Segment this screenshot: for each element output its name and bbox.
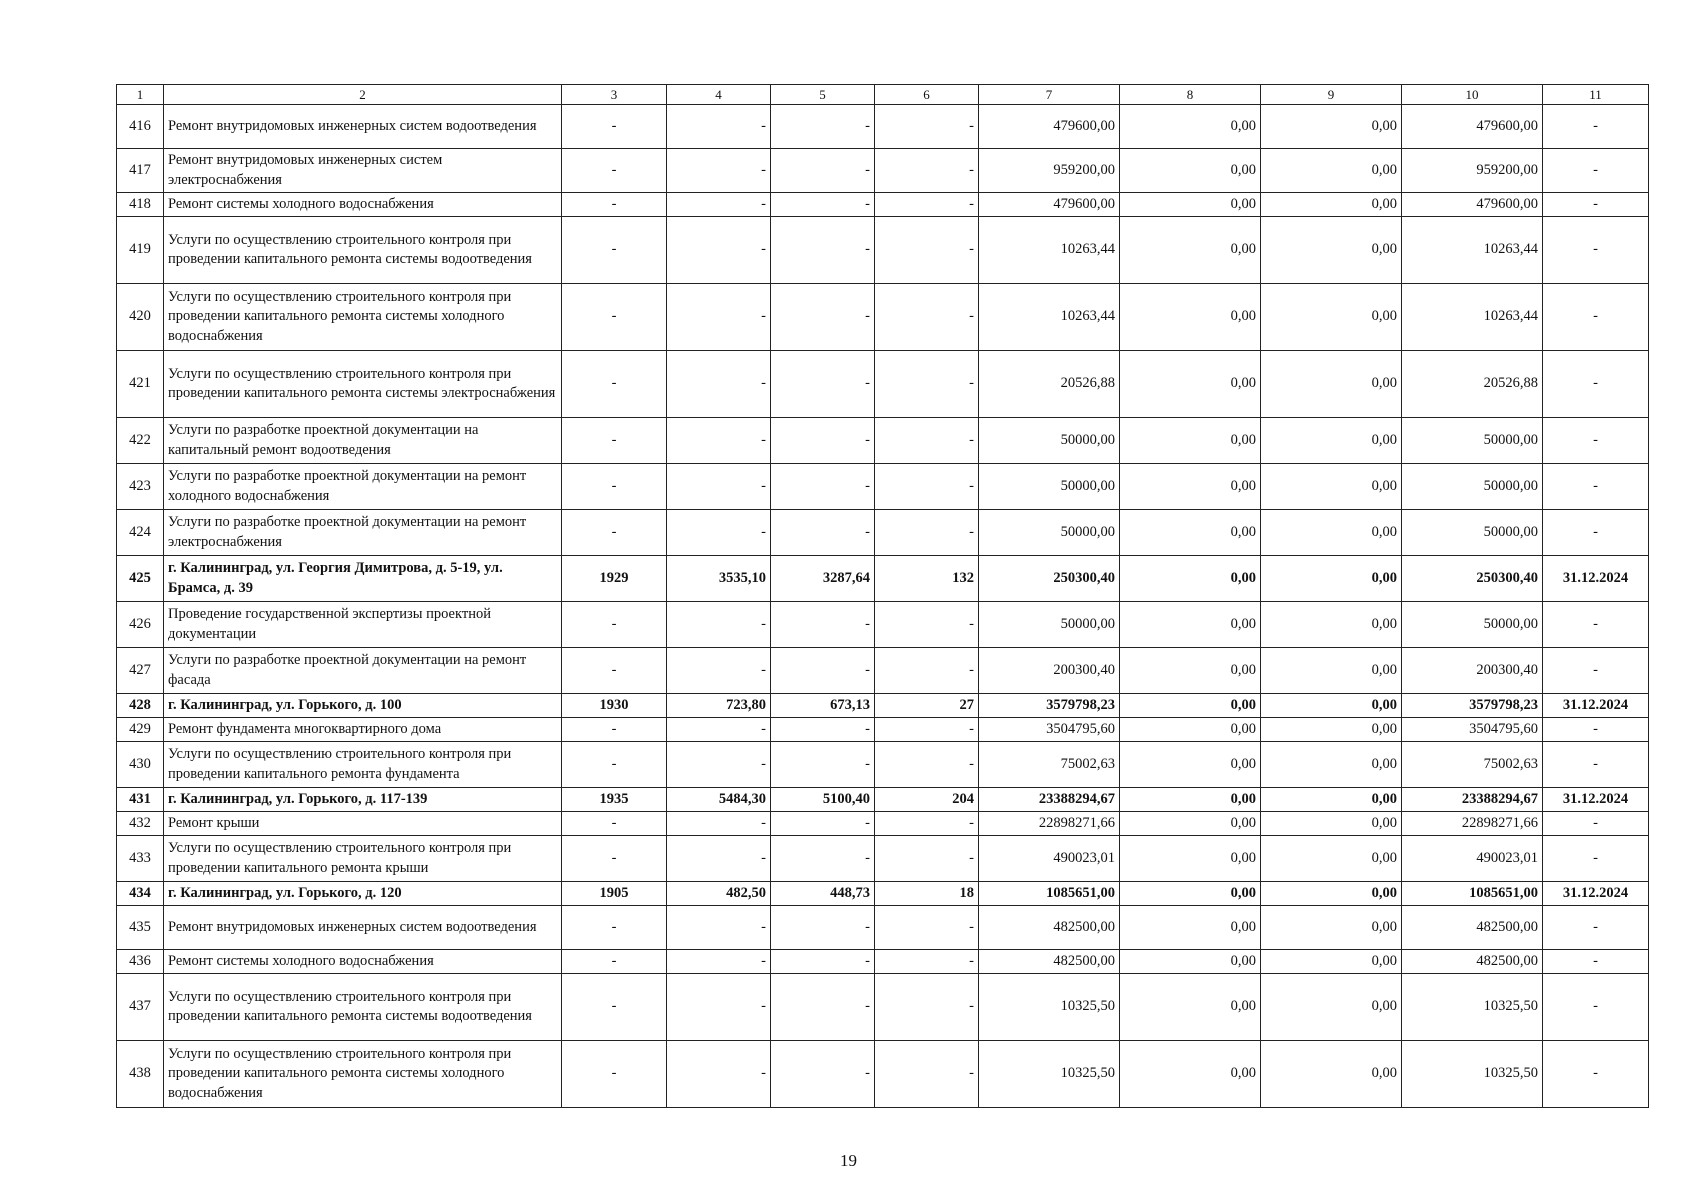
row-title: Услуги по осуществлению строительного контроля при проведении капитального ремонта системы холодного водоснабжения xyxy=(164,284,562,351)
col-9: 0,00 xyxy=(1261,1041,1402,1108)
row-title: Услуги по осуществлению строительного контроля при проведении капитального ремонта системы водоотведения xyxy=(164,217,562,284)
table-row xyxy=(117,284,1649,351)
col-7: 10325,50 xyxy=(979,974,1120,1041)
col-9: 0,00 xyxy=(1261,510,1402,556)
col-3: - xyxy=(562,284,667,351)
table-row xyxy=(117,105,1649,149)
col-10: 479600,00 xyxy=(1402,105,1543,149)
col-11: 31.12.2024 xyxy=(1543,694,1649,718)
col-11: - xyxy=(1543,1041,1649,1108)
column-header: 9 xyxy=(1261,85,1402,105)
col-4: - xyxy=(667,105,771,149)
row-title: Проведение государственной экспертизы проектной документации xyxy=(164,602,562,648)
col-3: - xyxy=(562,105,667,149)
col-8: 0,00 xyxy=(1120,718,1261,742)
column-header: 8 xyxy=(1120,85,1261,105)
col-7: 3504795,60 xyxy=(979,718,1120,742)
col-6: - xyxy=(875,906,979,950)
col-8: 0,00 xyxy=(1120,149,1261,193)
col-11: - xyxy=(1543,836,1649,882)
row-title: Ремонт системы холодного водоснабжения xyxy=(164,950,562,974)
col-10: 3504795,60 xyxy=(1402,718,1543,742)
col-6: - xyxy=(875,510,979,556)
row-number: 438 xyxy=(117,1041,164,1108)
row-number: 421 xyxy=(117,351,164,418)
table-row xyxy=(117,906,1649,950)
col-11: 31.12.2024 xyxy=(1543,788,1649,812)
col-10: 10325,50 xyxy=(1402,1041,1543,1108)
col-6: 18 xyxy=(875,882,979,906)
col-4: - xyxy=(667,418,771,464)
col-6: - xyxy=(875,1041,979,1108)
col-11: 31.12.2024 xyxy=(1543,556,1649,602)
col-4: - xyxy=(667,836,771,882)
col-3: 1930 xyxy=(562,694,667,718)
col-11: - xyxy=(1543,149,1649,193)
col-8: 0,00 xyxy=(1120,694,1261,718)
table-row xyxy=(117,836,1649,882)
col-3: - xyxy=(562,812,667,836)
col-3: - xyxy=(562,974,667,1041)
col-6: - xyxy=(875,217,979,284)
row-number: 424 xyxy=(117,510,164,556)
table-row xyxy=(117,464,1649,510)
table-row xyxy=(117,602,1649,648)
row-number: 432 xyxy=(117,812,164,836)
table-row xyxy=(117,1041,1649,1108)
col-5: - xyxy=(771,193,875,217)
col-11: - xyxy=(1543,648,1649,694)
col-5: - xyxy=(771,950,875,974)
table-row xyxy=(117,718,1649,742)
table-row xyxy=(117,418,1649,464)
col-9: 0,00 xyxy=(1261,648,1402,694)
col-4: - xyxy=(667,742,771,788)
col-6: - xyxy=(875,950,979,974)
row-number: 422 xyxy=(117,418,164,464)
col-7: 482500,00 xyxy=(979,950,1120,974)
data-table xyxy=(116,84,1649,1108)
col-10: 959200,00 xyxy=(1402,149,1543,193)
col-5: 673,13 xyxy=(771,694,875,718)
col-3: - xyxy=(562,718,667,742)
table-row xyxy=(117,510,1649,556)
row-number: 417 xyxy=(117,149,164,193)
col-10: 50000,00 xyxy=(1402,464,1543,510)
col-5: - xyxy=(771,464,875,510)
col-4: - xyxy=(667,217,771,284)
col-9: 0,00 xyxy=(1261,149,1402,193)
row-number: 419 xyxy=(117,217,164,284)
row-title: Ремонт фундамента многоквартирного дома xyxy=(164,718,562,742)
col-6: - xyxy=(875,648,979,694)
row-title: Услуги по разработке проектной документации на ремонт электроснабжения xyxy=(164,510,562,556)
row-number: 431 xyxy=(117,788,164,812)
col-5: 5100,40 xyxy=(771,788,875,812)
col-5: - xyxy=(771,648,875,694)
col-4: - xyxy=(667,351,771,418)
row-title: г. Калининград, ул. Горького, д. 100 xyxy=(164,694,562,718)
col-10: 23388294,67 xyxy=(1402,788,1543,812)
col-8: 0,00 xyxy=(1120,1041,1261,1108)
col-5: - xyxy=(771,217,875,284)
col-5: - xyxy=(771,974,875,1041)
col-5: - xyxy=(771,510,875,556)
row-number: 430 xyxy=(117,742,164,788)
col-4: 723,80 xyxy=(667,694,771,718)
row-number: 425 xyxy=(117,556,164,602)
col-5: - xyxy=(771,742,875,788)
col-9: 0,00 xyxy=(1261,718,1402,742)
col-3: - xyxy=(562,602,667,648)
col-7: 482500,00 xyxy=(979,906,1120,950)
row-number: 437 xyxy=(117,974,164,1041)
col-7: 490023,01 xyxy=(979,836,1120,882)
row-title: Ремонт внутридомовых инженерных систем водоотведения xyxy=(164,105,562,149)
col-8: 0,00 xyxy=(1120,950,1261,974)
table-row xyxy=(117,193,1649,217)
col-3: - xyxy=(562,510,667,556)
column-header: 1 xyxy=(117,85,164,105)
col-11: - xyxy=(1543,217,1649,284)
col-6: - xyxy=(875,812,979,836)
col-6: 27 xyxy=(875,694,979,718)
table-row xyxy=(117,556,1649,602)
col-7: 50000,00 xyxy=(979,510,1120,556)
col-11: - xyxy=(1543,718,1649,742)
table-row xyxy=(117,882,1649,906)
col-7: 479600,00 xyxy=(979,105,1120,149)
col-10: 3579798,23 xyxy=(1402,694,1543,718)
row-title: Услуги по осуществлению строительного контроля при проведении капитального ремонта системы водоотведения xyxy=(164,974,562,1041)
col-4: - xyxy=(667,648,771,694)
col-3: - xyxy=(562,464,667,510)
col-9: 0,00 xyxy=(1261,694,1402,718)
col-6: - xyxy=(875,602,979,648)
row-title: Ремонт крыши xyxy=(164,812,562,836)
col-10: 22898271,66 xyxy=(1402,812,1543,836)
col-7: 10325,50 xyxy=(979,1041,1120,1108)
col-3: - xyxy=(562,149,667,193)
col-9: 0,00 xyxy=(1261,974,1402,1041)
table-row xyxy=(117,742,1649,788)
col-3: - xyxy=(562,418,667,464)
col-7: 10263,44 xyxy=(979,284,1120,351)
row-number: 416 xyxy=(117,105,164,149)
col-7: 20526,88 xyxy=(979,351,1120,418)
col-8: 0,00 xyxy=(1120,193,1261,217)
col-4: 482,50 xyxy=(667,882,771,906)
col-6: - xyxy=(875,418,979,464)
page-number: 19 xyxy=(840,1151,857,1170)
col-10: 482500,00 xyxy=(1402,906,1543,950)
col-5: - xyxy=(771,602,875,648)
col-3: - xyxy=(562,742,667,788)
col-7: 75002,63 xyxy=(979,742,1120,788)
col-4: - xyxy=(667,974,771,1041)
col-4: 5484,30 xyxy=(667,788,771,812)
row-number: 420 xyxy=(117,284,164,351)
col-11: - xyxy=(1543,351,1649,418)
col-3: - xyxy=(562,836,667,882)
col-3: - xyxy=(562,648,667,694)
col-11: - xyxy=(1543,284,1649,351)
col-8: 0,00 xyxy=(1120,836,1261,882)
col-9: 0,00 xyxy=(1261,217,1402,284)
col-7: 50000,00 xyxy=(979,418,1120,464)
col-5: 3287,64 xyxy=(771,556,875,602)
col-6: - xyxy=(875,149,979,193)
col-9: 0,00 xyxy=(1261,836,1402,882)
col-3: 1935 xyxy=(562,788,667,812)
col-9: 0,00 xyxy=(1261,193,1402,217)
col-7: 22898271,66 xyxy=(979,812,1120,836)
col-8: 0,00 xyxy=(1120,906,1261,950)
col-10: 479600,00 xyxy=(1402,193,1543,217)
col-9: 0,00 xyxy=(1261,556,1402,602)
col-7: 479600,00 xyxy=(979,193,1120,217)
col-6: 132 xyxy=(875,556,979,602)
col-6: - xyxy=(875,742,979,788)
row-number: 427 xyxy=(117,648,164,694)
col-3: - xyxy=(562,193,667,217)
table-row xyxy=(117,788,1649,812)
table-row xyxy=(117,950,1649,974)
col-9: 0,00 xyxy=(1261,602,1402,648)
col-7: 50000,00 xyxy=(979,464,1120,510)
row-number: 435 xyxy=(117,906,164,950)
col-10: 50000,00 xyxy=(1402,510,1543,556)
row-title: г. Калининград, ул. Горького, д. 120 xyxy=(164,882,562,906)
row-title: Услуги по осуществлению строительного контроля при проведении капитального ремонта системы холодного водоснабжения xyxy=(164,1041,562,1108)
col-9: 0,00 xyxy=(1261,812,1402,836)
col-3: - xyxy=(562,217,667,284)
col-7: 10263,44 xyxy=(979,217,1120,284)
col-9: 0,00 xyxy=(1261,464,1402,510)
row-number: 429 xyxy=(117,718,164,742)
col-4: - xyxy=(667,149,771,193)
col-4: - xyxy=(667,510,771,556)
col-11: - xyxy=(1543,906,1649,950)
col-8: 0,00 xyxy=(1120,351,1261,418)
table-row xyxy=(117,812,1649,836)
row-title: Ремонт системы холодного водоснабжения xyxy=(164,193,562,217)
column-header: 6 xyxy=(875,85,979,105)
row-number: 434 xyxy=(117,882,164,906)
col-5: - xyxy=(771,718,875,742)
col-8: 0,00 xyxy=(1120,418,1261,464)
col-6: - xyxy=(875,718,979,742)
table-row xyxy=(117,149,1649,193)
col-9: 0,00 xyxy=(1261,906,1402,950)
col-3: - xyxy=(562,1041,667,1108)
col-5: - xyxy=(771,284,875,351)
col-5: - xyxy=(771,418,875,464)
col-8: 0,00 xyxy=(1120,882,1261,906)
column-header: 11 xyxy=(1543,85,1649,105)
table-header-row xyxy=(117,85,1649,105)
col-4: - xyxy=(667,718,771,742)
col-4: - xyxy=(667,812,771,836)
col-9: 0,00 xyxy=(1261,351,1402,418)
col-3: - xyxy=(562,906,667,950)
col-6: - xyxy=(875,974,979,1041)
col-8: 0,00 xyxy=(1120,742,1261,788)
col-5: - xyxy=(771,105,875,149)
col-5: - xyxy=(771,149,875,193)
col-5: - xyxy=(771,1041,875,1108)
col-5: - xyxy=(771,351,875,418)
col-8: 0,00 xyxy=(1120,556,1261,602)
col-10: 482500,00 xyxy=(1402,950,1543,974)
col-8: 0,00 xyxy=(1120,284,1261,351)
col-5: - xyxy=(771,836,875,882)
col-3: 1929 xyxy=(562,556,667,602)
col-8: 0,00 xyxy=(1120,788,1261,812)
col-4: - xyxy=(667,193,771,217)
col-10: 20526,88 xyxy=(1402,351,1543,418)
row-number: 433 xyxy=(117,836,164,882)
col-11: - xyxy=(1543,510,1649,556)
col-6: - xyxy=(875,464,979,510)
col-10: 75002,63 xyxy=(1402,742,1543,788)
col-4: - xyxy=(667,284,771,351)
column-header: 4 xyxy=(667,85,771,105)
row-title: Услуги по осуществлению строительного контроля при проведении капитального ремонта системы электроснабжения xyxy=(164,351,562,418)
table-row xyxy=(117,351,1649,418)
col-4: - xyxy=(667,906,771,950)
col-8: 0,00 xyxy=(1120,105,1261,149)
col-8: 0,00 xyxy=(1120,812,1261,836)
col-9: 0,00 xyxy=(1261,284,1402,351)
col-5: 448,73 xyxy=(771,882,875,906)
column-header: 5 xyxy=(771,85,875,105)
col-11: - xyxy=(1543,602,1649,648)
row-title: Ремонт внутридомовых инженерных систем водоотведения xyxy=(164,906,562,950)
col-11: - xyxy=(1543,742,1649,788)
col-10: 1085651,00 xyxy=(1402,882,1543,906)
col-7: 50000,00 xyxy=(979,602,1120,648)
col-4: 3535,10 xyxy=(667,556,771,602)
row-title: Ремонт внутридомовых инженерных систем электроснабжения xyxy=(164,149,562,193)
col-7: 200300,40 xyxy=(979,648,1120,694)
row-title: Услуги по разработке проектной документации на ремонт холодного водоснабжения xyxy=(164,464,562,510)
col-10: 490023,01 xyxy=(1402,836,1543,882)
col-3: 1905 xyxy=(562,882,667,906)
row-title: Услуги по разработке проектной документации на ремонт фасада xyxy=(164,648,562,694)
col-11: - xyxy=(1543,418,1649,464)
column-header: 7 xyxy=(979,85,1120,105)
table-row xyxy=(117,648,1649,694)
column-header: 3 xyxy=(562,85,667,105)
table-row xyxy=(117,694,1649,718)
row-title: г. Калининград, ул. Георгия Димитрова, д. 5-19, ул. Брамса, д. 39 xyxy=(164,556,562,602)
row-title: Услуги по осуществлению строительного контроля при проведении капитального ремонта фундамента xyxy=(164,742,562,788)
col-7: 959200,00 xyxy=(979,149,1120,193)
col-6: - xyxy=(875,193,979,217)
col-10: 200300,40 xyxy=(1402,648,1543,694)
col-11: - xyxy=(1543,105,1649,149)
col-4: - xyxy=(667,464,771,510)
col-9: 0,00 xyxy=(1261,418,1402,464)
col-10: 250300,40 xyxy=(1402,556,1543,602)
col-8: 0,00 xyxy=(1120,974,1261,1041)
col-9: 0,00 xyxy=(1261,105,1402,149)
col-4: - xyxy=(667,602,771,648)
col-8: 0,00 xyxy=(1120,648,1261,694)
col-6: - xyxy=(875,105,979,149)
col-8: 0,00 xyxy=(1120,464,1261,510)
col-10: 10325,50 xyxy=(1402,974,1543,1041)
row-number: 423 xyxy=(117,464,164,510)
col-10: 50000,00 xyxy=(1402,602,1543,648)
row-title: Услуги по осуществлению строительного контроля при проведении капитального ремонта крыши xyxy=(164,836,562,882)
column-header: 2 xyxy=(164,85,562,105)
col-3: - xyxy=(562,351,667,418)
col-11: - xyxy=(1543,193,1649,217)
col-3: - xyxy=(562,950,667,974)
col-10: 50000,00 xyxy=(1402,418,1543,464)
col-10: 10263,44 xyxy=(1402,284,1543,351)
row-number: 418 xyxy=(117,193,164,217)
row-title: Услуги по разработке проектной документации на капитальный ремонт водоотведения xyxy=(164,418,562,464)
row-number: 436 xyxy=(117,950,164,974)
col-4: - xyxy=(667,1041,771,1108)
col-11: - xyxy=(1543,812,1649,836)
col-11: - xyxy=(1543,950,1649,974)
col-7: 1085651,00 xyxy=(979,882,1120,906)
col-11: - xyxy=(1543,974,1649,1041)
row-title: г. Калининград, ул. Горького, д. 117-139 xyxy=(164,788,562,812)
col-6: - xyxy=(875,836,979,882)
col-9: 0,00 xyxy=(1261,950,1402,974)
table-row xyxy=(117,974,1649,1041)
col-9: 0,00 xyxy=(1261,742,1402,788)
col-8: 0,00 xyxy=(1120,602,1261,648)
col-11: 31.12.2024 xyxy=(1543,882,1649,906)
col-9: 0,00 xyxy=(1261,882,1402,906)
col-7: 3579798,23 xyxy=(979,694,1120,718)
col-11: - xyxy=(1543,464,1649,510)
col-10: 10263,44 xyxy=(1402,217,1543,284)
row-number: 428 xyxy=(117,694,164,718)
row-number: 426 xyxy=(117,602,164,648)
column-header: 10 xyxy=(1402,85,1543,105)
col-8: 0,00 xyxy=(1120,510,1261,556)
col-7: 250300,40 xyxy=(979,556,1120,602)
col-8: 0,00 xyxy=(1120,217,1261,284)
col-5: - xyxy=(771,812,875,836)
col-6: 204 xyxy=(875,788,979,812)
col-7: 23388294,67 xyxy=(979,788,1120,812)
col-6: - xyxy=(875,351,979,418)
col-5: - xyxy=(771,906,875,950)
col-4: - xyxy=(667,950,771,974)
table-row xyxy=(117,217,1649,284)
col-6: - xyxy=(875,284,979,351)
col-9: 0,00 xyxy=(1261,788,1402,812)
